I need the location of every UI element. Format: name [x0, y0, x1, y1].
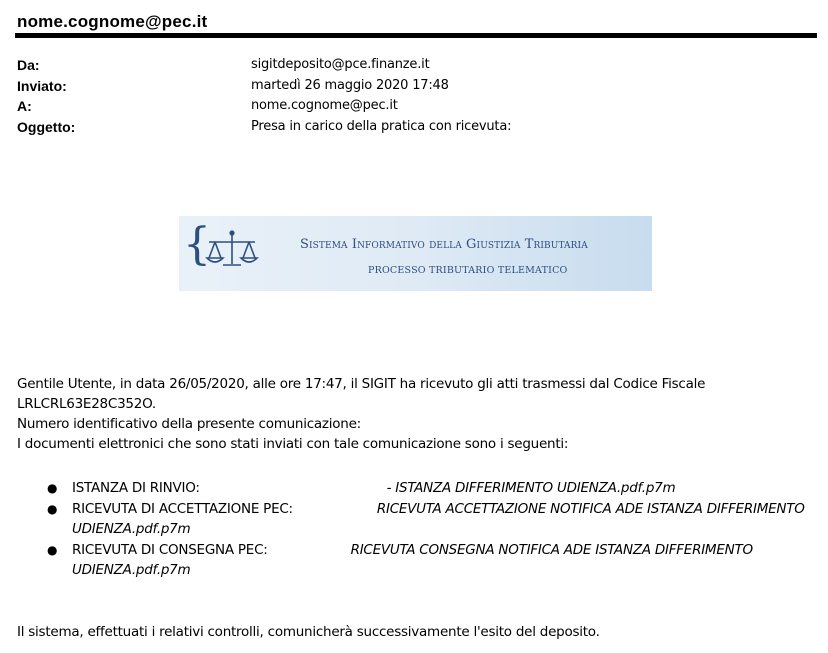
email-header: [17, 55, 797, 137]
list-item: [17, 499, 817, 540]
scales-icon: [205, 228, 259, 270]
subject-value: Presa in carico della pratica con ricevuta:: [251, 118, 512, 134]
list-item: [17, 540, 817, 581]
document-label: ISTANZA DI RINVIO:: [72, 480, 200, 496]
banner-title: Sistema Informativo della Giustizia Tributaria: [300, 237, 588, 252]
body-line: Numero identificativo della presente comunicazione:: [17, 416, 361, 432]
mailbox-title: nome.cognome@pec.it: [17, 12, 208, 31]
to-value[interactable]: nome.cognome@pec.it: [251, 98, 398, 113]
closing-text: Il sistema, effettuati i relativi controlli, comunicherà successivamente l'esito del deposito.: [17, 624, 600, 640]
body-line: I documenti elettronici che sono stati inviati con tale comunicazione sono i seguenti:: [17, 436, 569, 452]
to-label: A:: [17, 98, 32, 114]
from-label: Da:: [17, 57, 40, 73]
sent-row: [17, 76, 797, 97]
message-body: [17, 374, 817, 454]
bullet-icon: ●: [47, 501, 58, 516]
document-file: - ISTANZA DIFFERIMENTO UDIENZA.pdf.p7m: [386, 480, 676, 496]
sent-value: martedì 26 maggio 2020 17:48: [251, 77, 449, 93]
subject-row: [17, 117, 797, 138]
document-list: [17, 478, 817, 581]
sigit-banner: [179, 216, 652, 291]
from-row: [17, 55, 797, 76]
to-row: [17, 96, 797, 117]
brace-decoration: {: [183, 219, 211, 270]
sent-label: Inviato:: [17, 77, 67, 94]
banner-subtitle: PROCESSO TRIBUTARIO TELEMATICO: [368, 265, 568, 276]
bullet-icon: ●: [47, 481, 58, 495]
document-file: RICEVUTA CONSEGNA NOTIFICA ADE ISTANZA DIFFERIMENTO UDIENZA.pdf.p7m: [72, 541, 753, 578]
from-value[interactable]: sigitdeposito@pce.finanze.it: [251, 57, 430, 72]
body-line: Gentile Utente, in data 26/05/2020, alle ore 17:47, il SIGIT ha ricevuto gli atti trasmessi dal Codice Fiscale: [17, 376, 706, 392]
body-line: LRLCRL63E28C352O.: [17, 396, 156, 412]
header-divider: [15, 33, 817, 38]
subject-label: Oggetto:: [17, 118, 76, 135]
document-label: RICEVUTA DI CONSEGNA PEC:: [72, 541, 268, 558]
document-file: RICEVUTA ACCETTAZIONE NOTIFICA ADE ISTANZA DIFFERIMENTO UDIENZA.pdf.p7m: [72, 500, 805, 537]
list-item: [17, 478, 817, 499]
bullet-icon: ●: [47, 542, 58, 557]
document-label: RICEVUTA DI ACCETTAZIONE PEC:: [72, 500, 293, 517]
